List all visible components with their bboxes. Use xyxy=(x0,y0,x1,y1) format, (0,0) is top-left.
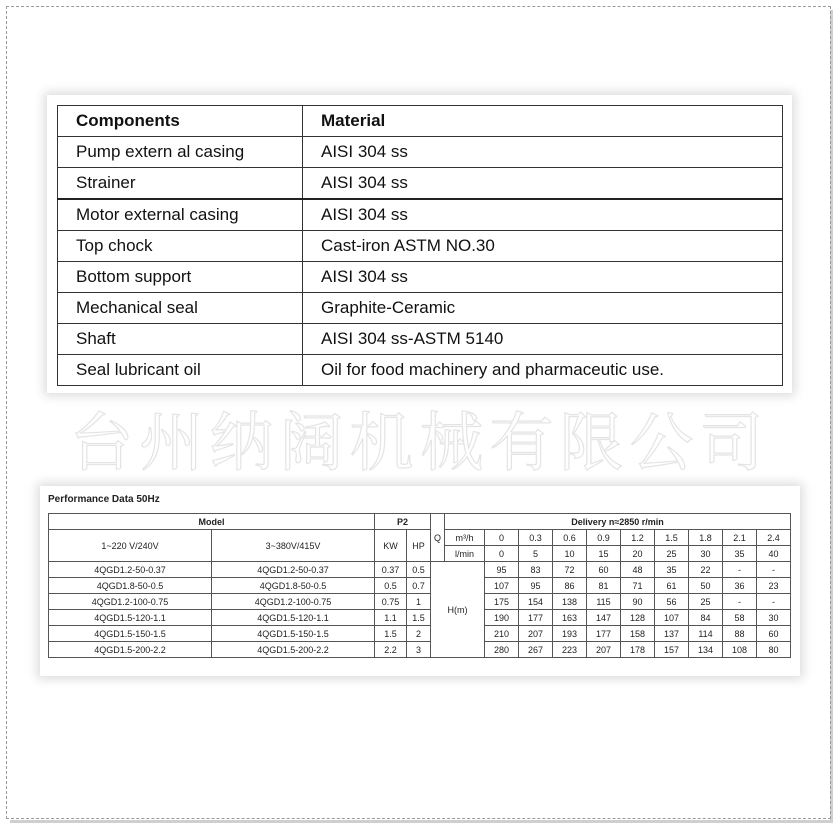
perf-data-row xyxy=(49,578,791,594)
materials-row xyxy=(58,262,783,293)
q-lmin-cell: 0 xyxy=(485,546,519,562)
q-lmin-cell: 30 xyxy=(689,546,723,562)
performance-title: Performance Data 50Hz xyxy=(48,494,160,505)
head-value-cell: 60 xyxy=(587,562,621,578)
h-label-cell: H(m) xyxy=(431,562,485,658)
head-value-cell: 58 xyxy=(723,610,757,626)
q-m3h-cell: 2.4 xyxy=(757,530,791,546)
materials-row xyxy=(58,231,783,262)
head-value-cell: 83 xyxy=(519,562,553,578)
components-header: Components xyxy=(58,106,303,137)
head-value-cell: 107 xyxy=(655,610,689,626)
material-cell: Cast-iron ASTM NO.30 xyxy=(303,231,783,262)
materials-card xyxy=(47,95,792,393)
perf-data-row xyxy=(49,594,791,610)
material-cell: Oil for food machinery and pharmaceutic use. xyxy=(303,355,783,386)
perf-data-row xyxy=(49,610,791,626)
head-value-cell: 115 xyxy=(587,594,621,610)
q-lmin-cell: 5 xyxy=(519,546,553,562)
head-value-cell: 108 xyxy=(723,642,757,658)
q-lmin-cell: 10 xyxy=(553,546,587,562)
head-value-cell: 61 xyxy=(655,578,689,594)
perf-data-row xyxy=(49,642,791,658)
head-value-cell: 88 xyxy=(723,626,757,642)
model-1ph-cell: 4QGD1.5-200-2.2 xyxy=(49,642,212,658)
material-header: Material xyxy=(303,106,783,137)
material-cell: AISI 304 ss xyxy=(303,137,783,168)
head-value-cell: 81 xyxy=(587,578,621,594)
unit-lmin: l/min xyxy=(445,546,485,562)
q-m3h-cell: 2.1 xyxy=(723,530,757,546)
q-m3h-cell: 0.9 xyxy=(587,530,621,546)
model-3ph-cell: 4QGD1.8-50-0.5 xyxy=(212,578,375,594)
q-m3h-cell: 1.2 xyxy=(621,530,655,546)
head-value-cell: 128 xyxy=(621,610,655,626)
material-cell: AISI 304 ss xyxy=(303,262,783,293)
q-m3h-cell: 0.3 xyxy=(519,530,553,546)
head-value-cell: 71 xyxy=(621,578,655,594)
component-cell: Pump extern al casing xyxy=(58,137,303,168)
delivery-header: Delivery n≈2850 r/min xyxy=(445,514,791,530)
component-cell: Seal lubricant oil xyxy=(58,355,303,386)
company-watermark: 台州纳阔机械有限公司 xyxy=(69,407,770,481)
materials-row xyxy=(58,293,783,324)
hp-cell: 3 xyxy=(407,642,431,658)
hp-cell: 1 xyxy=(407,594,431,610)
model-1ph-cell: 4QGD1.2-50-0.37 xyxy=(49,562,212,578)
head-value-cell: 50 xyxy=(689,578,723,594)
material-cell: AISI 304 ss xyxy=(303,168,783,200)
material-cell: AISI 304 ss xyxy=(303,199,783,231)
kw-cell: 1.5 xyxy=(375,626,407,642)
materials-header-row xyxy=(58,106,783,137)
performance-table xyxy=(48,513,791,658)
model-1ph-cell: 4QGD1.5-150-1.5 xyxy=(49,626,212,642)
hp-cell: 2 xyxy=(407,626,431,642)
head-value-cell: 95 xyxy=(485,562,519,578)
head-value-cell: 207 xyxy=(519,626,553,642)
material-cell: Graphite-Ceramic xyxy=(303,293,783,324)
head-value-cell: 80 xyxy=(757,642,791,658)
kw-cell: 0.37 xyxy=(375,562,407,578)
head-value-cell: 84 xyxy=(689,610,723,626)
head-value-cell: 72 xyxy=(553,562,587,578)
head-value-cell: 35 xyxy=(655,562,689,578)
head-value-cell: 23 xyxy=(757,578,791,594)
materials-row xyxy=(58,324,783,355)
head-value-cell: 207 xyxy=(587,642,621,658)
model-3ph-cell: 4QGD1.5-120-1.1 xyxy=(212,610,375,626)
model-header: Model xyxy=(49,514,375,530)
head-value-cell: 158 xyxy=(621,626,655,642)
head-value-cell: 107 xyxy=(485,578,519,594)
hp-cell: 0.5 xyxy=(407,562,431,578)
q-lmin-cell: 40 xyxy=(757,546,791,562)
q-lmin-cell: 25 xyxy=(655,546,689,562)
head-value-cell: 138 xyxy=(553,594,587,610)
head-value-cell: 114 xyxy=(689,626,723,642)
component-cell: Shaft xyxy=(58,324,303,355)
head-value-cell: - xyxy=(723,562,757,578)
model-3ph-cell: 4QGD1.5-150-1.5 xyxy=(212,626,375,642)
head-value-cell: 48 xyxy=(621,562,655,578)
head-value-cell: 177 xyxy=(587,626,621,642)
head-value-cell: 137 xyxy=(655,626,689,642)
perf-data-row xyxy=(49,562,791,578)
kw-cell: 1.1 xyxy=(375,610,407,626)
head-value-cell: 30 xyxy=(757,610,791,626)
head-value-cell: 56 xyxy=(655,594,689,610)
materials-row xyxy=(58,355,783,386)
head-value-cell: 178 xyxy=(621,642,655,658)
head-value-cell: 60 xyxy=(757,626,791,642)
head-value-cell: 267 xyxy=(519,642,553,658)
hp-header: HP xyxy=(407,530,431,562)
perf-data-row xyxy=(49,626,791,642)
materials-row xyxy=(58,137,783,168)
perf-header-row-2 xyxy=(49,530,791,546)
q-m3h-cell: 0 xyxy=(485,530,519,546)
materials-row xyxy=(58,168,783,200)
component-cell: Motor external casing xyxy=(58,199,303,231)
model-3ph-cell: 4QGD1.2-50-0.37 xyxy=(212,562,375,578)
materials-row xyxy=(58,199,783,231)
unit-m3h: m³/h xyxy=(445,530,485,546)
model-3ph-cell: 4QGD1.5-200-2.2 xyxy=(212,642,375,658)
component-cell: Bottom support xyxy=(58,262,303,293)
head-value-cell: 134 xyxy=(689,642,723,658)
head-value-cell: 210 xyxy=(485,626,519,642)
kw-header: KW xyxy=(375,530,407,562)
kw-cell: 2.2 xyxy=(375,642,407,658)
q-m3h-cell: 1.8 xyxy=(689,530,723,546)
q-lmin-cell: 20 xyxy=(621,546,655,562)
kw-cell: 0.75 xyxy=(375,594,407,610)
materials-table xyxy=(57,105,783,386)
hp-cell: 1.5 xyxy=(407,610,431,626)
hp-cell: 0.7 xyxy=(407,578,431,594)
head-value-cell: 163 xyxy=(553,610,587,626)
head-value-cell: 175 xyxy=(485,594,519,610)
model-1ph-cell: 4QGD1.2-100-0.75 xyxy=(49,594,212,610)
component-cell: Mechanical seal xyxy=(58,293,303,324)
head-value-cell: 86 xyxy=(553,578,587,594)
model-3ph-cell: 4QGD1.2-100-0.75 xyxy=(212,594,375,610)
head-value-cell: 25 xyxy=(689,594,723,610)
material-cell: AISI 304 ss-ASTM 5140 xyxy=(303,324,783,355)
q-m3h-cell: 0.6 xyxy=(553,530,587,546)
performance-card xyxy=(40,486,800,676)
perf-header-row-1 xyxy=(49,514,791,530)
head-value-cell: 157 xyxy=(655,642,689,658)
q-lmin-cell: 35 xyxy=(723,546,757,562)
model-1ph-cell: 4QGD1.5-120-1.1 xyxy=(49,610,212,626)
head-value-cell: 22 xyxy=(689,562,723,578)
head-value-cell: 193 xyxy=(553,626,587,642)
head-value-cell: 190 xyxy=(485,610,519,626)
model-1ph-header: 1~220 V/240V xyxy=(49,530,212,562)
head-value-cell: - xyxy=(757,594,791,610)
component-cell: Top chock xyxy=(58,231,303,262)
component-cell: Strainer xyxy=(58,168,303,200)
p2-header: P2 xyxy=(375,514,431,530)
model-3ph-header: 3~380V/415V xyxy=(212,530,375,562)
head-value-cell: 154 xyxy=(519,594,553,610)
head-value-cell: 36 xyxy=(723,578,757,594)
head-value-cell: 95 xyxy=(519,578,553,594)
q-header: Q xyxy=(431,514,445,562)
head-value-cell: - xyxy=(723,594,757,610)
q-m3h-cell: 1.5 xyxy=(655,530,689,546)
head-value-cell: - xyxy=(757,562,791,578)
q-lmin-cell: 15 xyxy=(587,546,621,562)
head-value-cell: 147 xyxy=(587,610,621,626)
head-value-cell: 90 xyxy=(621,594,655,610)
head-value-cell: 177 xyxy=(519,610,553,626)
model-1ph-cell: 4QGD1.8-50-0.5 xyxy=(49,578,212,594)
kw-cell: 0.5 xyxy=(375,578,407,594)
head-value-cell: 223 xyxy=(553,642,587,658)
head-value-cell: 280 xyxy=(485,642,519,658)
